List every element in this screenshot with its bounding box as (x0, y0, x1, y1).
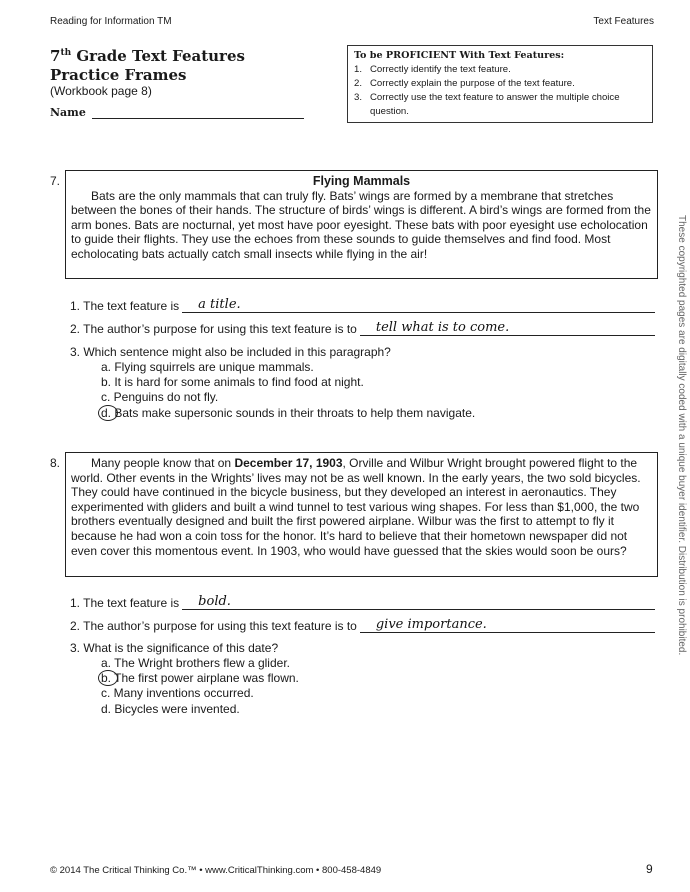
q8-item-2 (70, 617, 655, 633)
q7-option-a[interactable]: a. Flying squirrels are unique mammals. (101, 360, 314, 374)
q7-item-1 (70, 297, 655, 313)
q8-option-d[interactable]: d. Bicycles were invented. (101, 702, 240, 716)
copyright-side-notice: These copyrighted pages are digitally coded with a unique buyer identifier. Distribution is prohibited. (676, 215, 687, 656)
proficient-item: 3. Correctly use the text feature to answer the multiple choice question. (354, 92, 620, 117)
q8-answer-1-field[interactable] (182, 594, 655, 610)
q7-answer-1-field[interactable] (182, 297, 655, 313)
q8-item-1-label: 1. The text feature is (70, 596, 180, 610)
q7-answer-2-field[interactable] (360, 320, 655, 336)
name-field[interactable] (92, 118, 304, 119)
q8-option-b[interactable]: b. The first power airplane was flown. (101, 671, 299, 685)
question-7-number: 7. (50, 174, 61, 188)
title-line2: Practice Frames (50, 66, 187, 84)
header-right: Text Features (593, 16, 654, 27)
q7-item-1-label: 1. The text feature is (70, 299, 180, 313)
passage-text-8: Many people know that on December 17, 1903, Orville and Wilbur Wright brought powered flight to the world. Other events in the Wrights’ lives may not be as well known. In the early years, the two sold bicycles. They could have continued in the bicycle business, but they developed an interest in aeronautics. They experimented with gliders and built a wind tunnel to test various wing shapes. For less than $1,000, the two brothers eventually designed and built the first powered airplane. Wilbur was the first to attempt to fly it because he had won a coin toss for the honor. It’s hard to believe that their hometown newspaper did not even cover this momentous event. In 1903, who would have guessed that the skies would soon be ours? (71, 456, 641, 558)
workbook-page: (Workbook page 8) (50, 84, 152, 98)
passage-box-7 (65, 170, 658, 279)
header-left: Reading for Information TM (50, 16, 172, 27)
proficient-heading: To be PROFICIENT With Text Features: (354, 50, 565, 61)
q7-answer-1: a title. (198, 297, 241, 312)
name-label: Name (50, 106, 86, 119)
q8-item-3-label: 3. What is the significance of this date? (70, 641, 279, 655)
proficient-item: 1. Correctly identify the text feature. (354, 64, 511, 75)
answer-circle-mark (98, 670, 118, 686)
q7-item-2-label: 2. The author’s purpose for using this text feature is to (70, 322, 357, 336)
q8-option-c[interactable]: c. Many inventions occurred. (101, 686, 254, 700)
passage-text-7: Bats are the only mammals that can truly fly. Bats’ wings are formed by a membrane that stretches between the bones of their hands. The structure of birds’ wings is different. A bird’s wings are formed from the arm bones. Bats are nocturnal, yet most have poor eyesight. These bats with poor eyesight use echolocation to guide their flights. They use the echoes from these sounds to guide themselves and find food. Most echolocating bats actually catch small insects while flying in the air! (71, 188, 651, 261)
footer-text: © 2014 The Critical Thinking Co.™ • www.CriticalThinking.com • 800-458-4849 (50, 865, 382, 876)
q8-answer-1: bold. (198, 594, 231, 609)
q7-option-b[interactable]: b. It is hard for some animals to find food at night. (101, 375, 364, 389)
q8-answer-2: give importance. (375, 617, 487, 632)
passage-title: Flying Mammals (312, 174, 411, 188)
q7-answer-2: tell what is to come. (375, 320, 510, 335)
q7-item-3-label: 3. Which sentence might also be included in this paragraph? (70, 345, 391, 359)
q8-answer-2-field[interactable] (360, 617, 655, 633)
proficient-box (347, 45, 653, 123)
passage-box-8 (65, 452, 658, 577)
title-line1: Grade Text Features (71, 47, 245, 65)
grade-suffix: th (60, 48, 72, 58)
grade-number: 7 (50, 47, 61, 65)
answer-circle-mark (98, 405, 118, 421)
q7-option-c[interactable]: c. Penguins do not fly. (101, 390, 219, 404)
q8-item-1 (70, 594, 655, 610)
proficient-item: 2. Correctly explain the purpose of the text feature. (354, 78, 575, 89)
q7-option-d[interactable]: d. Bats make supersonic sounds in their throats to help them navigate. (101, 406, 476, 420)
page-title (50, 44, 245, 85)
page-number: 9 (646, 862, 653, 876)
q7-item-2 (70, 320, 655, 336)
question-8-number: 8. (50, 456, 61, 470)
bold-date: December 17, 1903 (234, 456, 343, 470)
q8-item-2-label: 2. The author’s purpose for using this text feature is to (70, 619, 357, 633)
q8-option-a[interactable]: a. The Wright brothers flew a glider. (101, 656, 290, 670)
